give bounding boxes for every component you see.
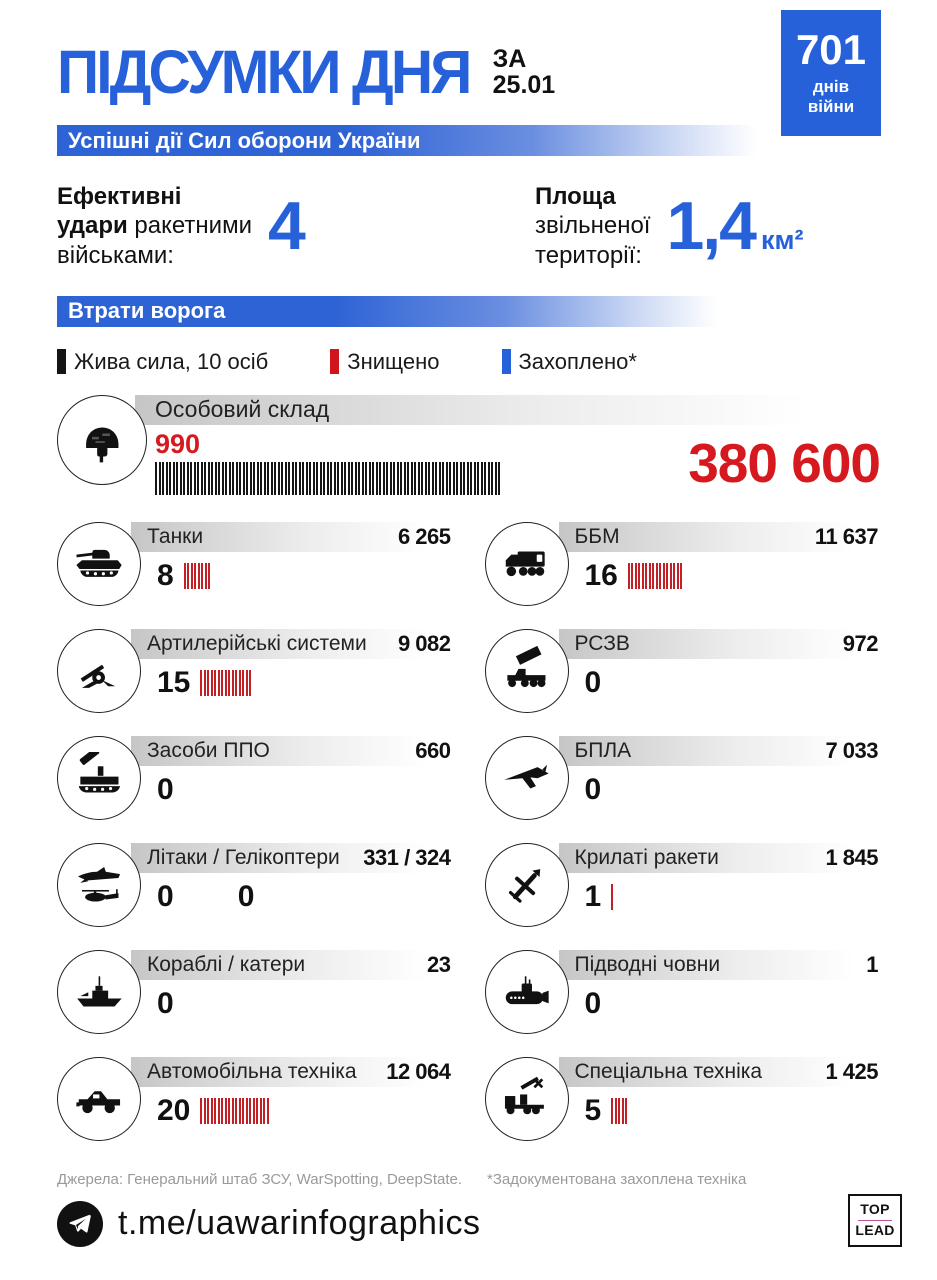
legend — [0, 349, 937, 375]
blue-swatch-icon — [502, 349, 511, 374]
loss-item-uav: БПЛА 7 033 0 — [485, 736, 881, 820]
tick-bar — [611, 883, 615, 910]
footer — [0, 1171, 937, 1247]
personnel-total: 380 600 — [688, 431, 880, 494]
loss-item-aircraft: Літаки / Гелікоптери 331 / 324 0 0 — [57, 843, 453, 927]
ship-icon — [57, 950, 141, 1034]
submarine-icon — [485, 950, 569, 1034]
loss-item-artillery: Артилерійські системи 9 082 15 — [57, 629, 453, 713]
area-value: 1,4 км² — [666, 188, 804, 264]
artillery-icon — [57, 629, 141, 713]
loss-item-bbm: ББМ 11 637 16 — [485, 522, 881, 606]
telegram-icon — [57, 1201, 103, 1247]
cruise-missile-icon — [485, 843, 569, 927]
loss-item-ships: Кораблі / катери 23 0 — [57, 950, 453, 1034]
loss-item-cruise-missiles: Крилаті ракети 1 845 1 — [485, 843, 881, 927]
loss-item-air-defense: Засоби ППО 660 0 — [57, 736, 453, 820]
report-date: ЗА 25.01 — [492, 45, 556, 100]
armored-vehicle-icon — [485, 522, 569, 606]
air-defense-icon — [57, 736, 141, 820]
sources-note: Джерела: Генеральний штаб ЗСУ, WarSpotting, DeepState. — [57, 1170, 462, 1188]
war-days-count: 701 — [795, 26, 867, 74]
page-title: ПІДСУМКИ ДНЯ — [57, 38, 470, 106]
legend-personnel: Жива сила, 10 осіб — [57, 349, 268, 375]
drone-icon — [485, 736, 569, 820]
legend-destroyed: Знищено — [330, 349, 439, 375]
loss-item-submarines: Підводні човни 1 0 — [485, 950, 881, 1034]
section-defense-actions: Успішні дії Сил оборони України — [57, 125, 757, 156]
aircraft-helicopter-icon — [57, 843, 141, 927]
mlrs-icon — [485, 629, 569, 713]
stat-liberated-area: Площа звільненої території: 1,4 км² — [535, 183, 804, 269]
truck-icon — [57, 1057, 141, 1141]
stat-missile-strikes: Ефективні удари ракетними військами: 4 — [57, 183, 304, 269]
daily-stats — [0, 182, 937, 270]
loss-item-vehicles: Автомобільна техніка 12 064 20 — [57, 1057, 453, 1141]
tick-bar — [184, 562, 212, 589]
tick-bar — [200, 1097, 270, 1124]
personnel-daily: 990 — [155, 428, 201, 459]
telegram-handle[interactable]: t.me/uawarinfographics — [118, 1204, 481, 1243]
losses-grid — [0, 522, 937, 1141]
red-swatch-icon — [330, 349, 339, 374]
personnel-label-bar: Особовий склад — [135, 395, 880, 425]
section-enemy-losses: Втрати ворога — [57, 296, 717, 327]
tick-bar — [628, 562, 684, 589]
telegram-link[interactable] — [57, 1201, 880, 1247]
helmet-icon — [57, 395, 147, 485]
tank-icon — [57, 522, 141, 606]
legend-captured: Захоплено* — [502, 349, 637, 375]
captured-note: *Задокументована захоплена техніка — [487, 1170, 747, 1188]
war-days-badge: 701 днів війни — [781, 10, 881, 136]
tick-bar — [611, 1097, 629, 1124]
tick-bar — [200, 669, 253, 696]
loss-item-mlrs: РСЗВ 972 0 — [485, 629, 881, 713]
loss-item-tanks: Танки 6 265 8 — [57, 522, 453, 606]
special-equipment-icon — [485, 1057, 569, 1141]
black-swatch-icon — [57, 349, 66, 374]
strikes-value: 4 — [268, 188, 304, 264]
loss-item-special-equipment: Спеціальна техніка 1 425 5 — [485, 1057, 881, 1141]
loss-item-personnel — [0, 395, 937, 496]
top-lead-logo: TOP LEAD — [848, 1194, 902, 1247]
